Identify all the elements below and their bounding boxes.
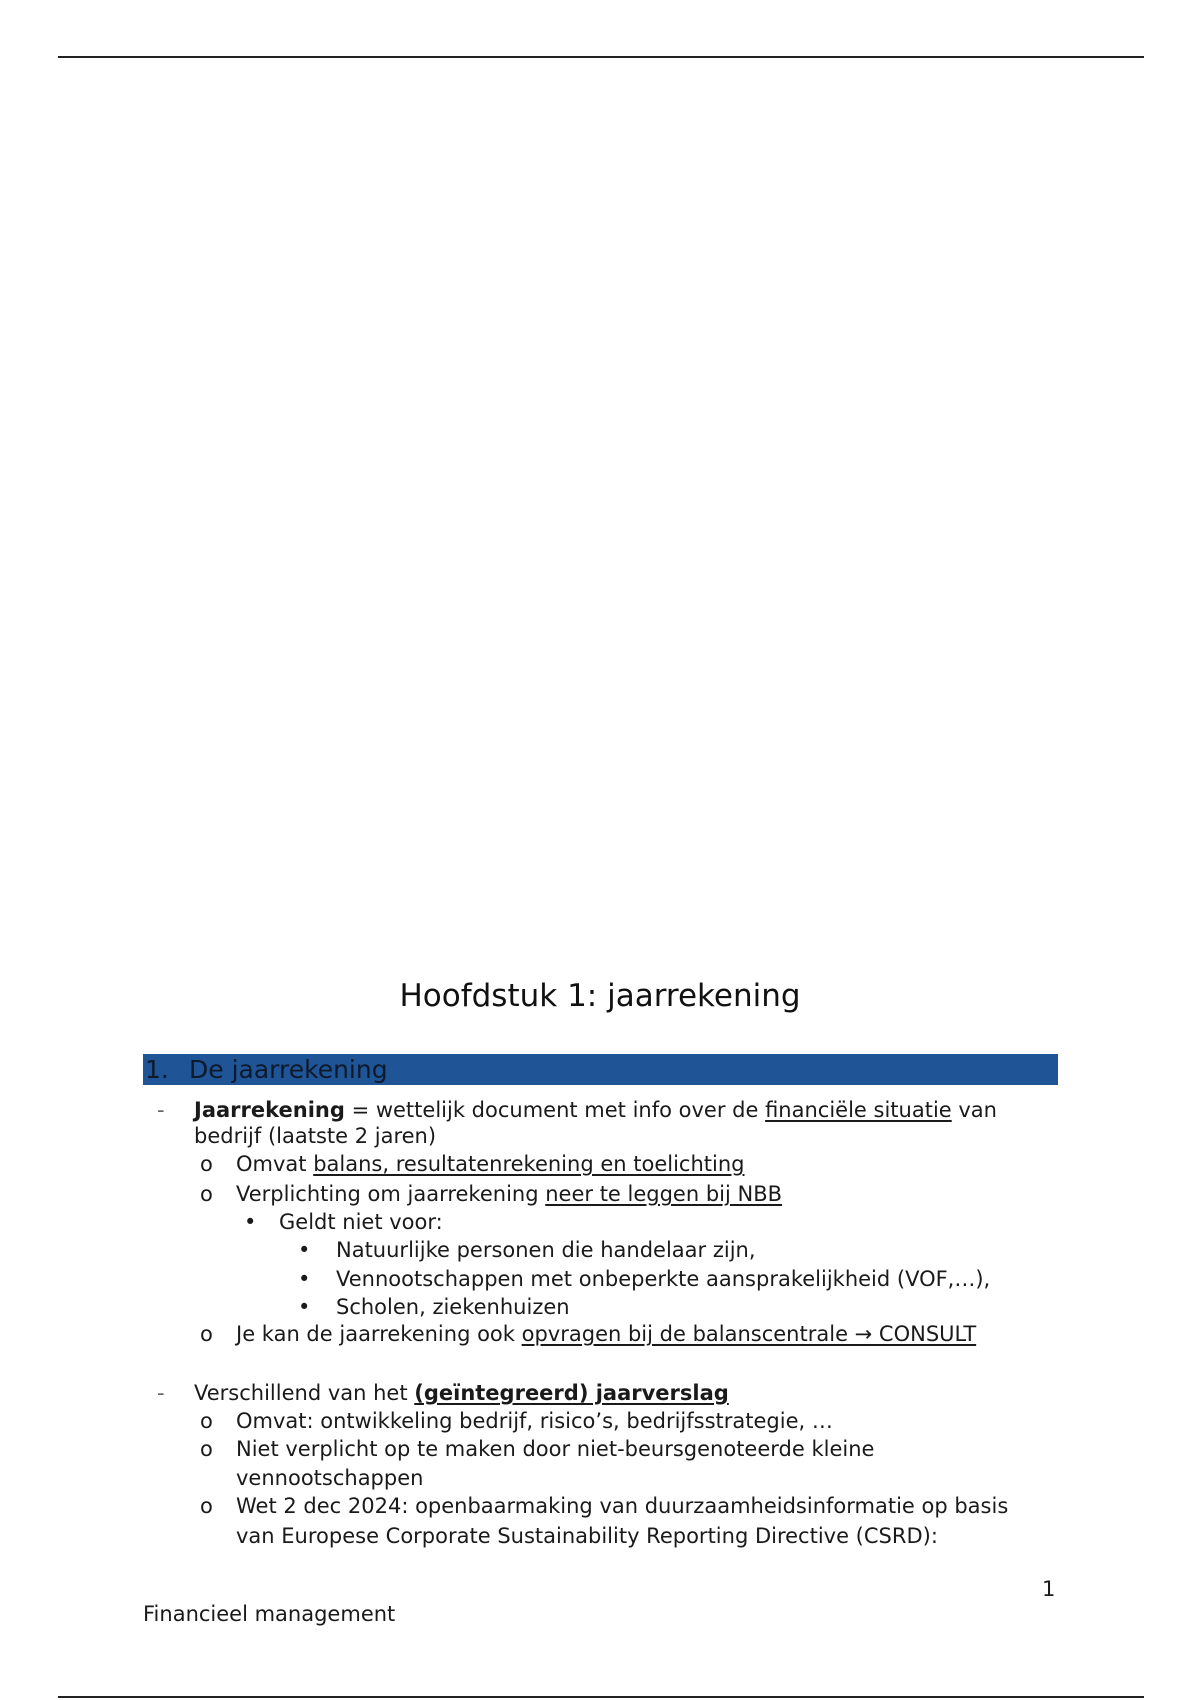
list-item-cont: vennootschappen — [236, 1466, 424, 1490]
list-item: Vennootschappen met onbeperkte aansprakelijkheid (VOF,…), — [336, 1267, 991, 1291]
omvat-text: Omvat — [236, 1152, 314, 1176]
list-item: Niet verplicht op te maken door niet-beursgenoteerde kleine — [236, 1437, 875, 1461]
jaarverslag-term: (geïntegreerd) jaarverslag — [414, 1381, 729, 1405]
opvragen-line — [236, 1321, 976, 1347]
section-title: De jaarrekening — [189, 1055, 388, 1084]
page-title: Hoofdstuk 1: jaarrekening — [399, 978, 801, 1014]
circle-marker: o — [200, 1152, 213, 1176]
list-item-cont: van Europese Corporate Sustainability Reporting Directive (CSRD): — [236, 1524, 938, 1548]
jaarrekening-definition-cont: bedrijf (laatste 2 jaren) — [194, 1124, 437, 1148]
bullet-marker: • — [298, 1267, 311, 1291]
jaarrekening-term: Jaarrekening — [194, 1098, 345, 1122]
definition-text-end: van — [951, 1098, 997, 1122]
circle-marker: o — [200, 1409, 213, 1433]
list-item: Omvat: ontwikkeling bedrijf, risico’s, bedrijfsstrategie, … — [236, 1409, 833, 1433]
list-item: Natuurlijke personen die handelaar zijn, — [336, 1238, 756, 1262]
section-number: 1. — [145, 1055, 169, 1084]
verplichting-text: Verplichting om jaarrekening — [236, 1182, 546, 1206]
opvragen-text: Je kan de jaarrekening ook — [236, 1322, 522, 1346]
verschillend-line — [194, 1380, 729, 1406]
circle-marker: o — [200, 1322, 213, 1346]
list-item: Wet 2 dec 2024: openbaarmaking van duurzaamheidsinformatie op basis — [236, 1494, 1009, 1518]
list-item: Scholen, ziekenhuizen — [336, 1295, 570, 1319]
footer-rule — [58, 1696, 1144, 1698]
dash-marker: - — [157, 1381, 165, 1405]
bullet-marker: • — [298, 1238, 311, 1262]
section-heading — [143, 1054, 1058, 1085]
definition-underlined: financiële situatie — [765, 1098, 952, 1122]
bullet-marker: • — [298, 1295, 311, 1319]
verschillend-text: Verschillend van het — [194, 1381, 415, 1405]
circle-marker: o — [200, 1437, 213, 1461]
omvat-underlined: balans, resultatenrekening en toelichting — [313, 1152, 745, 1176]
omvat-line — [236, 1151, 744, 1177]
verplichting-line — [236, 1181, 782, 1207]
definition-text: = wettelijk document met info over de — [344, 1098, 766, 1122]
page-number: 1 — [1042, 1577, 1056, 1601]
geldt-niet-voor: Geldt niet voor: — [279, 1210, 443, 1234]
jaarrekening-definition — [194, 1097, 997, 1123]
header-rule — [58, 56, 1144, 58]
dash-marker: - — [157, 1098, 165, 1122]
bullet-marker: • — [244, 1210, 257, 1234]
verplichting-underlined: neer te leggen bij NBB — [545, 1182, 783, 1206]
footer-text: Financieel management — [143, 1602, 396, 1626]
circle-marker: o — [200, 1182, 213, 1206]
circle-marker: o — [200, 1494, 213, 1518]
opvragen-underlined: opvragen bij de balanscentrale → CONSULT — [521, 1322, 977, 1346]
